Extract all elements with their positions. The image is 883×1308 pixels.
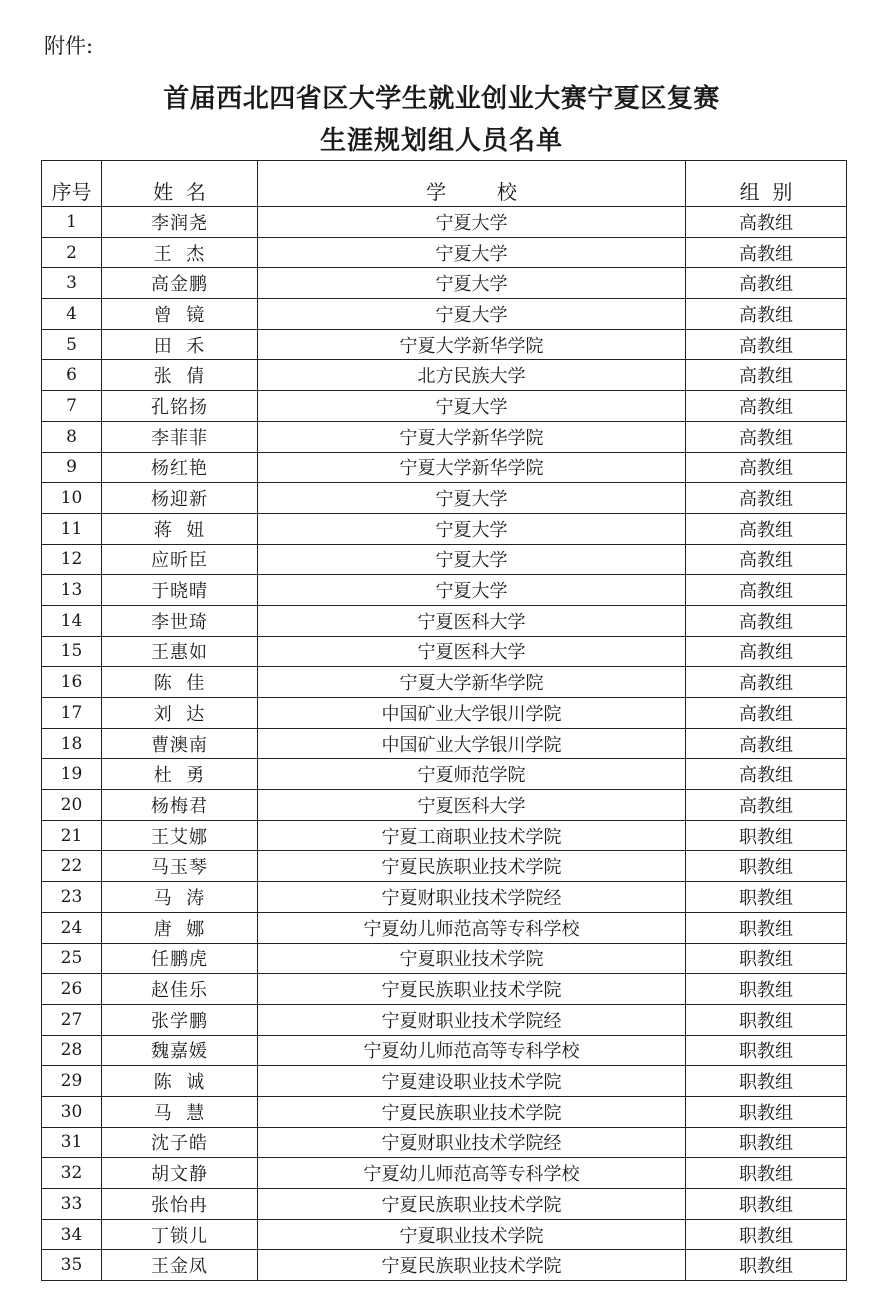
row-number: 4 [42,299,102,330]
row-group: 高教组 [686,329,847,360]
table-row [42,820,847,851]
row-school: 宁夏幼儿师范高等专科学校 [258,1158,686,1189]
table-row [42,728,847,759]
row-school: 宁夏大学 [258,483,686,514]
row-group: 高教组 [686,299,847,330]
row-name: 李润尧 [102,207,258,238]
row-name: 沈子皓 [102,1127,258,1158]
row-name: 王金凤 [102,1250,258,1281]
row-number: 25 [42,943,102,974]
table-row [42,299,847,330]
row-school: 宁夏大学新华学院 [258,452,686,483]
row-number: 32 [42,1158,102,1189]
row-number: 35 [42,1250,102,1281]
table-row [42,237,847,268]
row-group: 高教组 [686,268,847,299]
row-name: 王 杰 [102,237,258,268]
table-row [42,483,847,514]
table-row [42,974,847,1005]
row-number: 3 [42,268,102,299]
row-number: 24 [42,912,102,943]
row-group: 职教组 [686,1189,847,1220]
row-school: 宁夏医科大学 [258,790,686,821]
row-number: 5 [42,329,102,360]
row-group: 职教组 [686,1096,847,1127]
row-number: 23 [42,882,102,913]
row-school: 宁夏医科大学 [258,636,686,667]
row-group: 高教组 [686,483,847,514]
table-row [42,1250,847,1281]
row-name: 陈 佳 [102,667,258,698]
row-number: 19 [42,759,102,790]
row-name: 张怡冉 [102,1189,258,1220]
row-name: 高金鹏 [102,268,258,299]
row-number: 20 [42,790,102,821]
table-row [42,851,847,882]
row-name: 马 涛 [102,882,258,913]
row-number: 12 [42,544,102,575]
row-school: 宁夏民族职业技术学院 [258,974,686,1005]
row-group: 职教组 [686,1066,847,1097]
row-group: 高教组 [686,698,847,729]
row-group: 职教组 [686,1004,847,1035]
row-school: 宁夏师范学院 [258,759,686,790]
table-row [42,1004,847,1035]
row-group: 职教组 [686,912,847,943]
row-group: 高教组 [686,790,847,821]
row-number: 6 [42,360,102,391]
row-school: 宁夏大学 [258,237,686,268]
row-name: 应昕臣 [102,544,258,575]
row-school: 宁夏民族职业技术学院 [258,1189,686,1220]
row-number: 7 [42,391,102,422]
row-name: 曹澳南 [102,728,258,759]
row-group: 高教组 [686,544,847,575]
row-group: 高教组 [686,605,847,636]
row-number: 11 [42,513,102,544]
row-name: 曾 镜 [102,299,258,330]
row-school: 宁夏职业技术学院 [258,1219,686,1250]
table-row [42,1189,847,1220]
row-school: 宁夏大学新华学院 [258,329,686,360]
row-school: 宁夏民族职业技术学院 [258,1250,686,1281]
row-school: 宁夏大学 [258,575,686,606]
row-name: 孔铭扬 [102,391,258,422]
row-group: 职教组 [686,974,847,1005]
row-group: 高教组 [686,360,847,391]
row-group: 职教组 [686,1250,847,1281]
row-name: 杨迎新 [102,483,258,514]
row-number: 2 [42,237,102,268]
table-row [42,943,847,974]
row-name: 唐 娜 [102,912,258,943]
table-row [42,790,847,821]
header-group: 组 别 [686,161,847,207]
row-number: 34 [42,1219,102,1250]
row-school: 宁夏大学新华学院 [258,667,686,698]
row-name: 杨梅君 [102,790,258,821]
table-row [42,513,847,544]
table-row [42,575,847,606]
table-row [42,544,847,575]
attachment-label: 附件: [44,34,94,58]
row-number: 16 [42,667,102,698]
row-school: 中国矿业大学银川学院 [258,698,686,729]
participant-table [41,160,847,1281]
table-row [42,759,847,790]
table-row [42,698,847,729]
table-row [42,421,847,452]
row-number: 22 [42,851,102,882]
row-number: 31 [42,1127,102,1158]
row-group: 高教组 [686,728,847,759]
table-row [42,882,847,913]
row-name: 张 倩 [102,360,258,391]
row-number: 30 [42,1096,102,1127]
table-row [42,1127,847,1158]
row-number: 27 [42,1004,102,1035]
row-group: 高教组 [686,759,847,790]
row-name: 李菲菲 [102,421,258,452]
row-school: 宁夏大学新华学院 [258,421,686,452]
table-row [42,268,847,299]
row-name: 蒋 妞 [102,513,258,544]
document-title: 首届西北四省区大学生就业创业大赛宁夏区复赛 [163,84,720,114]
row-number: 1 [42,207,102,238]
row-school: 宁夏财职业技术学院经 [258,1127,686,1158]
row-name: 杨红艳 [102,452,258,483]
row-name: 任鹏虎 [102,943,258,974]
row-school: 宁夏民族职业技术学院 [258,851,686,882]
row-group: 职教组 [686,882,847,913]
table-row [42,360,847,391]
row-group: 高教组 [686,667,847,698]
row-number: 17 [42,698,102,729]
row-name: 胡文静 [102,1158,258,1189]
table-header-row [42,161,847,207]
row-name: 王惠如 [102,636,258,667]
row-group: 职教组 [686,1158,847,1189]
row-school: 宁夏医科大学 [258,605,686,636]
table-row [42,1035,847,1066]
header-name: 姓 名 [102,161,258,207]
row-group: 高教组 [686,421,847,452]
row-number: 33 [42,1189,102,1220]
row-school: 中国矿业大学银川学院 [258,728,686,759]
row-number: 13 [42,575,102,606]
row-group: 职教组 [686,1127,847,1158]
row-school: 宁夏大学 [258,544,686,575]
row-name: 杜 勇 [102,759,258,790]
table-row [42,1066,847,1097]
row-group: 高教组 [686,452,847,483]
row-school: 宁夏财职业技术学院经 [258,1004,686,1035]
table-row [42,667,847,698]
row-group: 高教组 [686,391,847,422]
row-name: 刘 达 [102,698,258,729]
row-group: 职教组 [686,1035,847,1066]
row-number: 28 [42,1035,102,1066]
row-group: 职教组 [686,820,847,851]
row-school: 宁夏大学 [258,268,686,299]
row-school: 宁夏大学 [258,391,686,422]
header-number: 序号 [42,161,102,207]
row-number: 9 [42,452,102,483]
row-group: 职教组 [686,943,847,974]
row-name: 魏嘉媛 [102,1035,258,1066]
row-number: 14 [42,605,102,636]
table-row [42,1096,847,1127]
row-group: 职教组 [686,1219,847,1250]
table-row [42,391,847,422]
row-group: 高教组 [686,575,847,606]
row-school: 宁夏大学 [258,513,686,544]
table-row [42,636,847,667]
row-name: 于晓晴 [102,575,258,606]
row-name: 马玉琴 [102,851,258,882]
table-row [42,1219,847,1250]
row-name: 张学鹏 [102,1004,258,1035]
table-row [42,912,847,943]
table-row [42,207,847,238]
table-row [42,1158,847,1189]
row-group: 高教组 [686,636,847,667]
row-name: 马 慧 [102,1096,258,1127]
row-name: 陈 诚 [102,1066,258,1097]
row-name: 李世琦 [102,605,258,636]
row-school: 宁夏建设职业技术学院 [258,1066,686,1097]
row-number: 10 [42,483,102,514]
row-name: 丁锁儿 [102,1219,258,1250]
row-number: 21 [42,820,102,851]
row-group: 高教组 [686,207,847,238]
row-school: 宁夏幼儿师范高等专科学校 [258,1035,686,1066]
document-subtitle: 生涯规划组人员名单 [319,126,563,156]
row-number: 15 [42,636,102,667]
row-school: 宁夏幼儿师范高等专科学校 [258,912,686,943]
table-row [42,605,847,636]
row-school: 宁夏工商职业技术学院 [258,820,686,851]
row-number: 26 [42,974,102,1005]
row-school: 宁夏大学 [258,207,686,238]
row-number: 8 [42,421,102,452]
row-group: 高教组 [686,513,847,544]
row-name: 赵佳乐 [102,974,258,1005]
row-number: 29 [42,1066,102,1097]
row-name: 田 禾 [102,329,258,360]
row-school: 北方民族大学 [258,360,686,391]
header-school: 学 校 [258,161,686,207]
row-school: 宁夏民族职业技术学院 [258,1096,686,1127]
row-group: 高教组 [686,237,847,268]
row-school: 宁夏职业技术学院 [258,943,686,974]
table-row [42,329,847,360]
row-number: 18 [42,728,102,759]
row-school: 宁夏大学 [258,299,686,330]
row-name: 王艾娜 [102,820,258,851]
row-school: 宁夏财职业技术学院经 [258,882,686,913]
table-row [42,452,847,483]
row-group: 职教组 [686,851,847,882]
